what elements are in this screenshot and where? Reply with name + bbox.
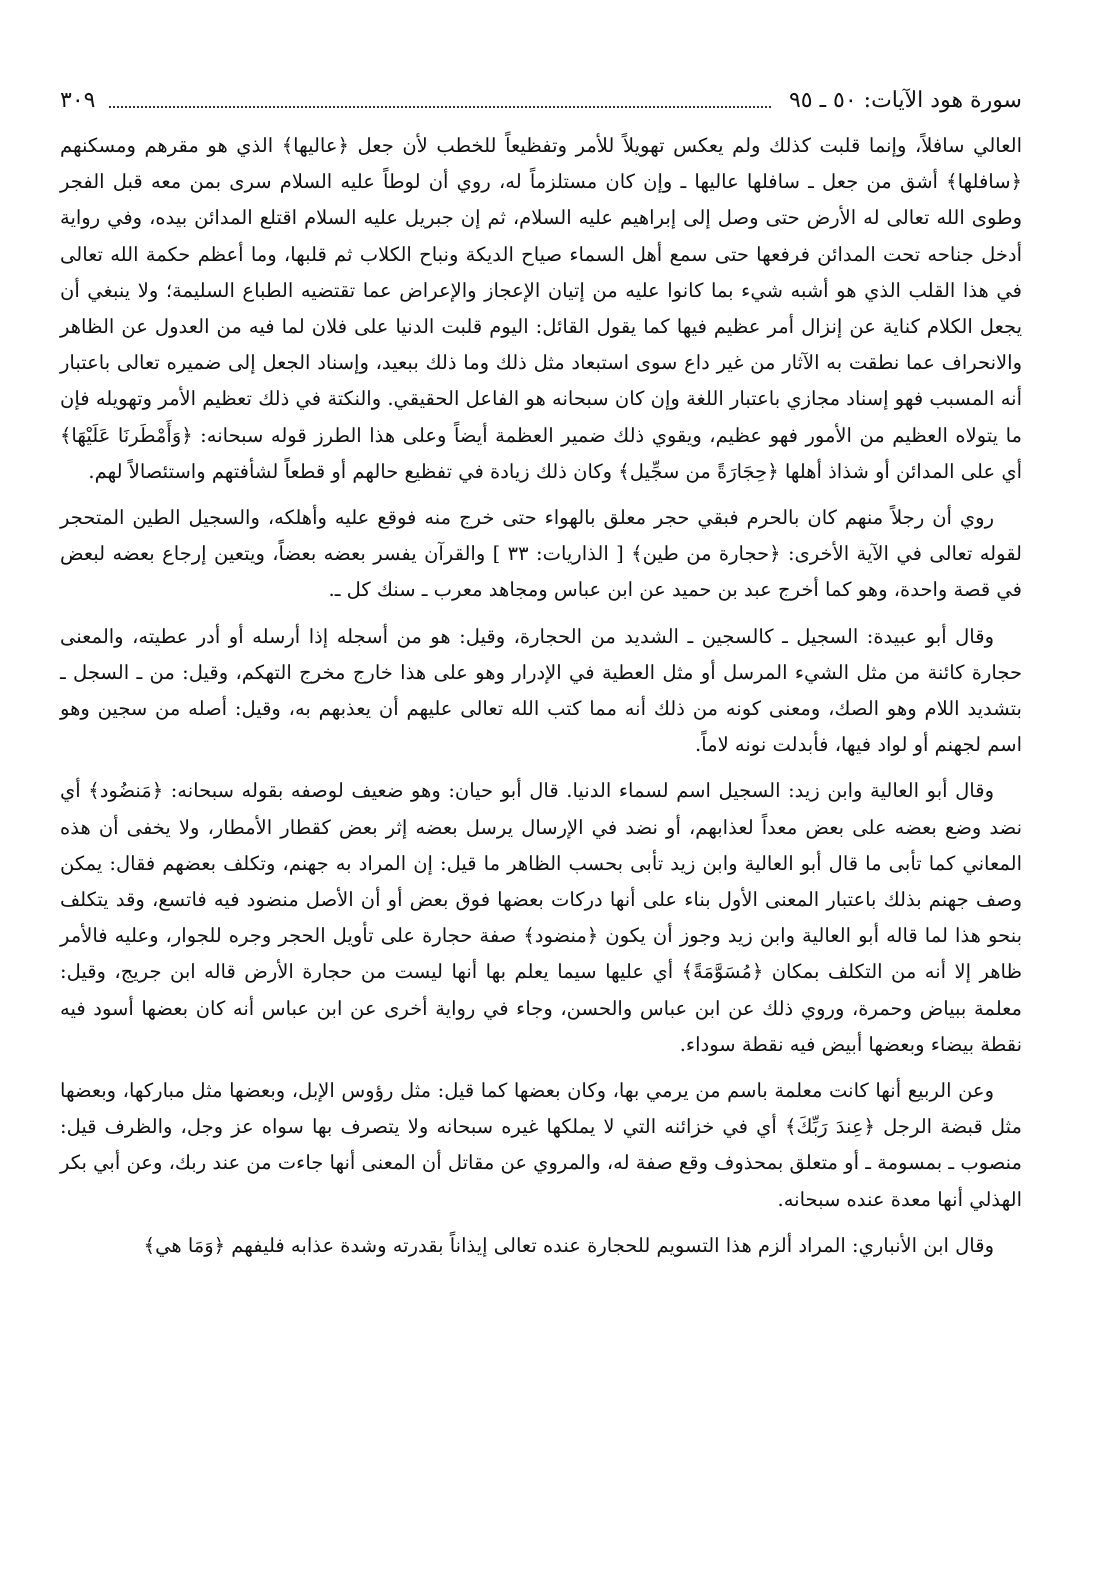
- running-title: سورة هود الآيات: ٥٠ ـ ٩٥: [788, 87, 1022, 113]
- paragraph: وقال ابن الأنباري: المراد ألزم هذا التسويم للحجارة عنده تعالى إيذاناً بقدرته وشدة عذابه فليفهم ﴿وَمَا هي﴾: [143, 1233, 994, 1257]
- page-header: [60, 78, 1022, 122]
- paragraph: العالي سافلاً، وإنما قلبت كذلك ولم يعكس تهويلاً للأمر وتفظيعاً للخطب لأن جعل ﴿عاليها﴾ الذي هو مقرهم ومسكنهم ﴿سافلها﴾ أشق من جعل ـ سافلها عاليها ـ وإن كان مستلزماً له، روي أن لوطاً عليه السلام سرى بمن معه قبل الفجر وطوى الله تعالى له الأرض حتى وصل إلى إبراهيم عليه السلام، ثم إن جبريل عليه السلام اقتلع المدائن بيده، وفي رواية أدخل جناحه تحت المدائن فرفعها حتى سمع أهل السماء صياح الديكة ونباح الكلاب ثم قلبها، وما أعظم حكمة الله تعالى في هذا القلب الذي هو أشبه شيء بما كانوا عليه من إتيان الإعجاز والإعراض عما تقتضيه الطباع السليمة؛ ولا ينبغي أن يجعل الكلام كناية عن إنزال أمر عظيم فيها كما يقول القائل: اليوم قلبت الدنيا على فلان لما فيه من العدول عن الظاهر والانحراف عما نطقت به الآثار من غير داع سوى استبعاد مثل ذلك وما ذلك ببعيد، وإسناد الجعل إلى ضميره تعالى باعتبار أنه المسبب فهو إسناد مجازي باعتبار اللغة وإن كان سبحانه هو الفاعل الحقيقي. والنكتة في ذلك تعظيم الأمر وتهويله فإن ما يتولاه العظيم من الأمور فهو عظيم، ويقوي ذلك ضمير العظمة أيضاً وعلى هذا الطرز قوله سبحانه: ﴿وَأَمْطَرنَا عَلَيْهَا﴾ أي على المدائن أو شذاذ أهلها ﴿حِجَارَةً من سجِّيل﴾ وكان ذلك زيادة في تفظيع حالهم أو قطعاً لشأفتهم واستئصالاً لهم.: [60, 134, 1022, 483]
- dot-leader: [109, 105, 771, 108]
- page-number: ٣٠٩: [60, 87, 96, 113]
- body-text: [60, 128, 1022, 1264]
- paragraph: وقال أبو العالية وابن زيد: السجيل اسم لسماء الدنيا. قال أبو حيان: وهو ضعيف لوصفه بقوله سبحانه: ﴿مَنضُود﴾ أي نضد وضع بعضه على بعض معداً لعذابهم، أو نضد في الإرسال يرسل بعضه إثر بعض كقطار الأمطار، ولا يخفى أن هذه المعاني كما تأبى ما قال أبو العالية وابن زيد تأبى بحسب الظاهر ما قيل: إن المراد به جهنم، وتكلف بعضهم فقال: يمكن وصف جهنم بذلك باعتبار المعنى الأول بناء على أنها دركات بعضها فوق بعض أو أن الأصل منضود فيه فاتسع، وقد يتكلف بنحو هذا لما قاله أبو العالية وابن زيد وجوز أن يكون ﴿منضود﴾ صفة حجارة على تأويل الحجر وجره للجوار، وعليه فالأمر ظاهر إلا أنه من التكلف بمكان ﴿مُسَوَّمَةً﴾ أي عليها سيما يعلم بها أنها ليست من حجارة الأرض قاله ابن جريج، وقيل: معلمة ببياض وحمرة، وروي ذلك عن ابن عباس والحسن، وجاء في رواية أخرى عن ابن عباس أنه كان بعضها أسود فيه نقطة بيضاء وبعضها أبيض فيه نقطة سوداء.: [60, 779, 1022, 1056]
- book-page: [60, 78, 1022, 1548]
- paragraph: وقال أبو عبيدة: السجيل ـ كالسجين ـ الشديد من الحجارة، وقيل: هو من أسجله إذا أرسله أو أدر عطيته، والمعنى حجارة كائنة من مثل الشيء المرسل أو مثل العطية في الإدرار وهو على هذا خارج مخرج التهكم، وقيل: من ـ السجل ـ بتشديد اللام وهو الصك، ومعنى كونه من ذلك أنه مما كتب الله تعالى عليهم أن يعذبهم به، وقيل: أصله من سجين وهو اسم لجهنم أو لواد فيها، فأبدلت نونه لاماً.: [60, 624, 1022, 757]
- paragraph: وعن الربيع أنها كانت معلمة باسم من يرمي بها، وكان بعضها كما قيل: مثل رؤوس الإبل، وبعضها مثل مباركها، وبعضها مثل قبضة الرجل ﴿عِندَ رَبِّكَ﴾ أي في خزائنه التي لا يملكها غيره سبحانه ولا يتصرف بها سواه عز وجل، والظرف قيل: منصوب ـ بمسومة ـ أو متعلق بمحذوف وقع صفة له، والمروي عن مقاتل أن المعنى أنها جاءت من عند ربك، وعن أبي بكر الهذلي أنها معدة عنده سبحانه.: [60, 1079, 1022, 1211]
- paragraph: روي أن رجلاً منهم كان بالحرم فبقي حجر معلق بالهواء حتى خرج منه فوقع عليه وأهلكه، والسجيل الطين المتحجر لقوله تعالى في الآية الأخرى: ﴿حجارة من طين﴾ [ الذاريات: ٣٣ ] والقرآن يفسر بعضه بعضاً، ويتعين إرجاع بعضه لبعض في قصة واحدة، وهو كما أخرج عبد بن حميد عن ابن عباس ومجاهد معرب ـ سنك كل ـ.: [60, 506, 1022, 602]
